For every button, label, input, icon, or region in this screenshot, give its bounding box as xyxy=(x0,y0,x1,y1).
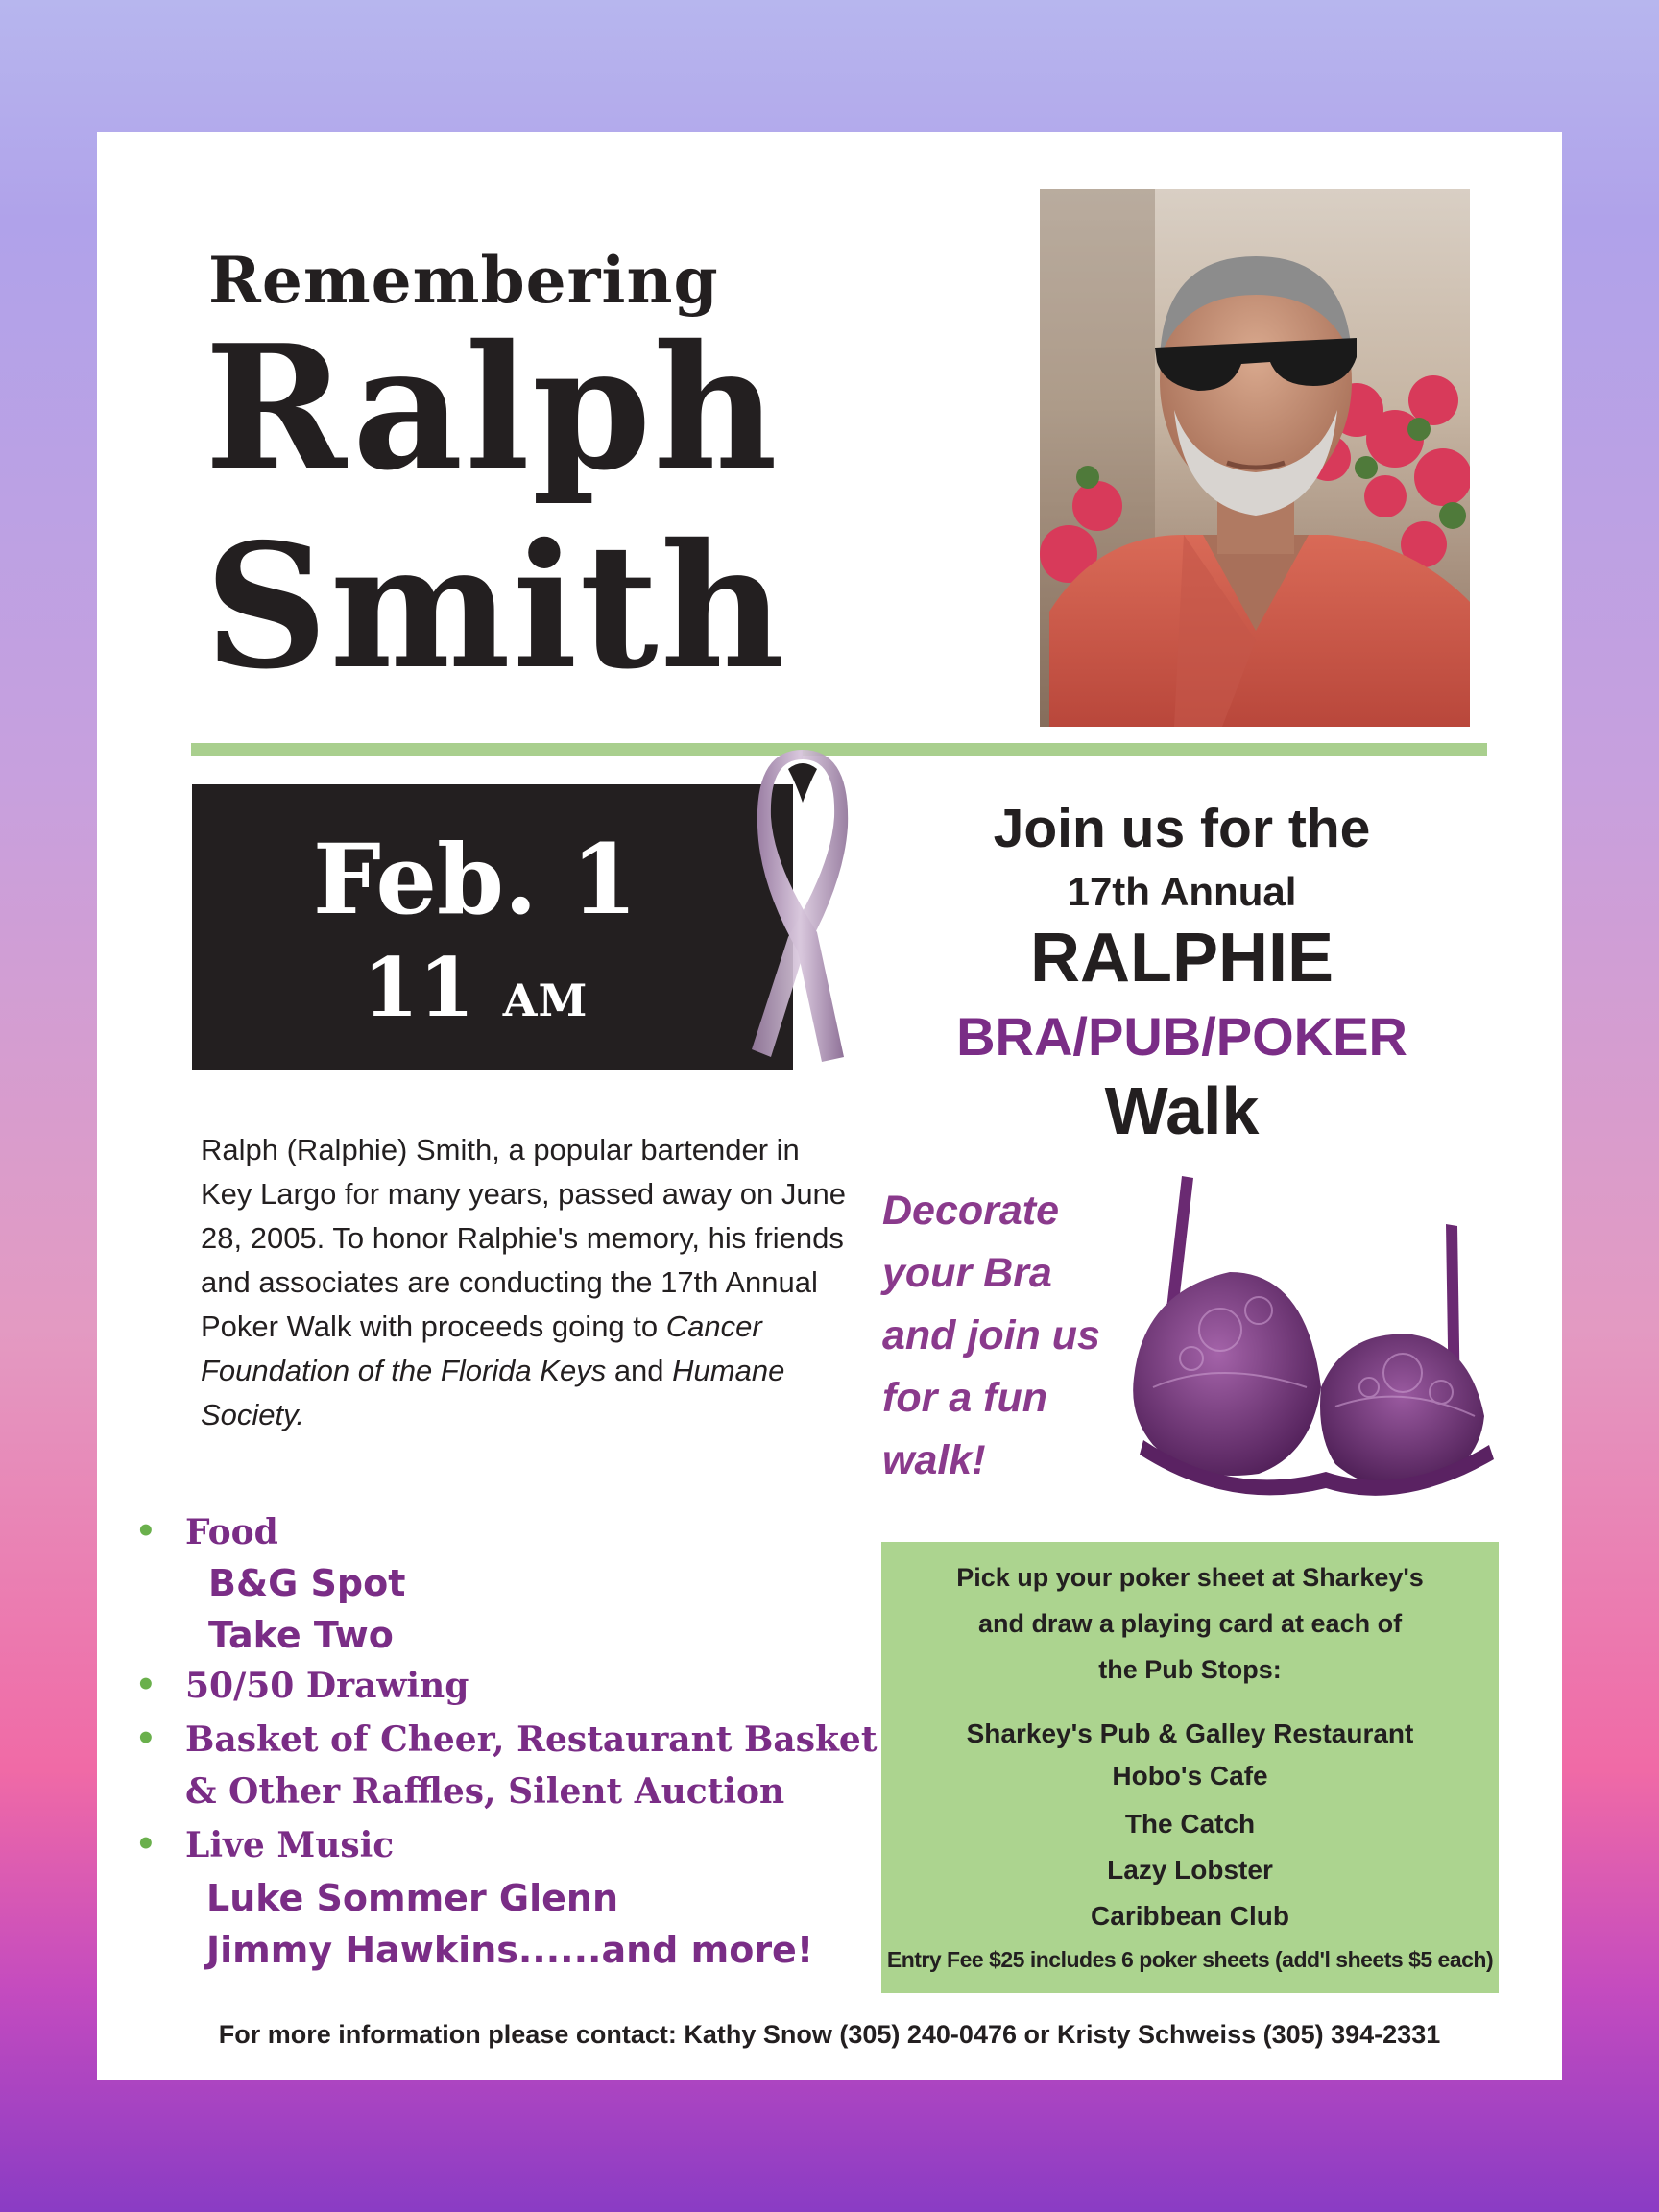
pub-intro-1: Pick up your poker sheet at Sharkey's xyxy=(956,1563,1424,1592)
event-hour: 11 xyxy=(362,940,475,1035)
decorate-line-3: and join us xyxy=(882,1312,1100,1358)
bio-paragraph xyxy=(201,1128,854,1437)
event-ampm: AM xyxy=(502,974,589,1026)
bio-org-2: Humane Society. xyxy=(201,1354,785,1431)
pub-stops-box xyxy=(881,1542,1499,1993)
date-box xyxy=(192,784,793,1070)
first-name: Ralph xyxy=(204,307,780,508)
detail-music: Live Music xyxy=(185,1825,395,1865)
detail-raffles-1: Basket of Cheer, Restaurant Basket xyxy=(185,1719,878,1760)
pub-stop: Hobo's Cafe xyxy=(1112,1761,1268,1791)
decorate-line-5: walk! xyxy=(882,1437,986,1483)
join-line-5: Walk xyxy=(1104,1073,1260,1148)
bullet-icon: • xyxy=(135,1666,156,1704)
contact-info: For more information please contact: Kathy Snow (305) 240-0476 or Kristy Schweiss (305) 394-2331 xyxy=(218,2020,1441,2049)
join-line-2: 17th Annual xyxy=(1067,869,1297,914)
bullet-icon: • xyxy=(135,1719,156,1758)
pub-stop: The Catch xyxy=(1124,1809,1256,1839)
pub-stop: Caribbean Club xyxy=(1091,1901,1289,1931)
detail-food: Food xyxy=(185,1512,278,1552)
detail-music-2: Jimmy Hawkins......and more! xyxy=(206,1929,814,1971)
detail-raffles-2: & Other Raffles, Silent Auction xyxy=(185,1771,785,1812)
bio-text: Ralph (Ralphie) Smith, a popular bartender in Key Largo for many years, passed away on June 28, 2005. To honor Ralphie's memory, his friends and associates are conducting the 17th Annual Poker Walk with proceeds going to xyxy=(201,1133,847,1343)
bra-illustration xyxy=(1115,1166,1518,1531)
decorate-line-1: Decorate xyxy=(882,1188,1060,1234)
flyer xyxy=(97,132,1562,2080)
detail-music-1: Luke Sommer Glenn xyxy=(206,1877,619,1919)
pub-intro-3: the Pub Stops: xyxy=(1098,1655,1282,1684)
pub-stop: Sharkey's Pub & Galley Restaurant xyxy=(966,1719,1414,1748)
detail-drawing: 50/50 Drawing xyxy=(185,1666,469,1706)
decorate-line-4: for a fun xyxy=(882,1375,1047,1421)
join-line-3: RALPHIE xyxy=(1029,920,1334,997)
last-name: Smith xyxy=(204,506,787,707)
event-date: Feb. 1 xyxy=(312,823,638,936)
join-line-4: BRA/PUB/POKER xyxy=(956,1006,1407,1067)
detail-food-1: B&G Spot xyxy=(208,1562,406,1604)
bullet-icon: • xyxy=(135,1825,156,1863)
remembering-label: Remembering xyxy=(208,243,719,318)
event-time xyxy=(192,940,758,1035)
ribbon-icon xyxy=(750,750,855,1067)
bio-org-1: Cancer Foundation of the Florida Keys xyxy=(201,1310,762,1387)
bullet-icon: • xyxy=(135,1512,156,1551)
portrait-photo xyxy=(1040,189,1470,727)
decorate-line-2: your Bra xyxy=(882,1250,1052,1296)
pub-stop: Lazy Lobster xyxy=(1107,1855,1273,1885)
detail-food-2: Take Two xyxy=(208,1614,394,1656)
pub-intro-2: and draw a playing card at each of xyxy=(977,1609,1403,1638)
entry-fee: Entry Fee $25 includes 6 poker sheets (add'l sheets $5 each) xyxy=(886,1947,1494,1972)
bio-and: and xyxy=(606,1354,673,1387)
join-line-1: Join us for the xyxy=(993,798,1371,859)
